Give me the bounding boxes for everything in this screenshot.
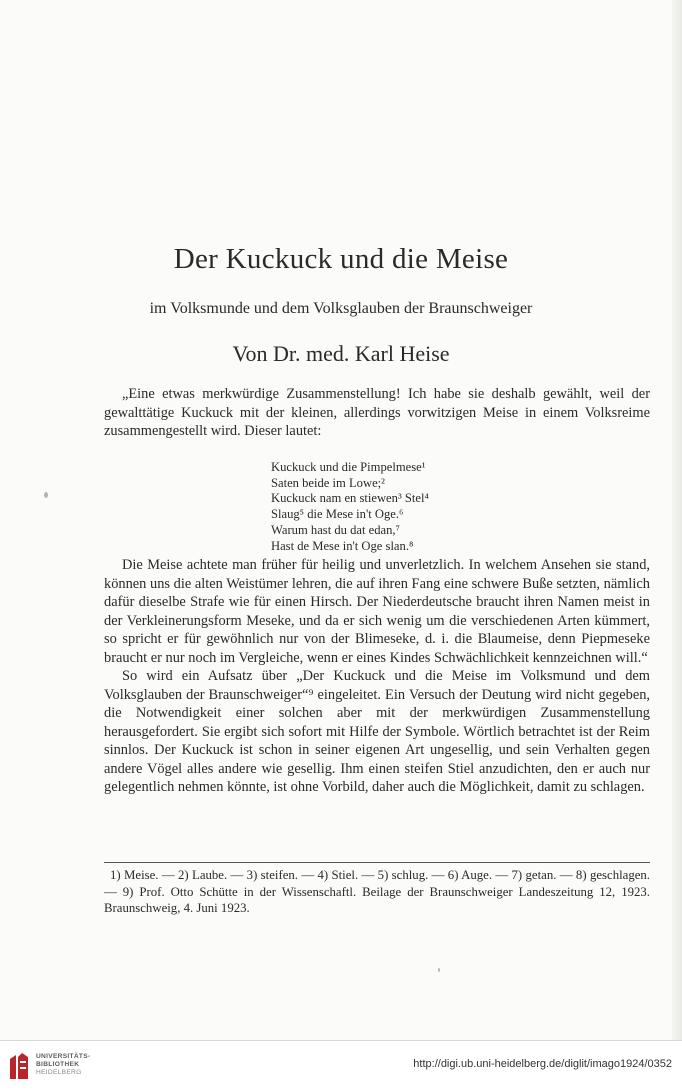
page-edge-shadow bbox=[672, 0, 682, 1040]
footnote-rule bbox=[104, 862, 650, 863]
verse-line: Slaug⁵ die Mese in't Oge.⁶ bbox=[271, 507, 404, 522]
article-author: Von Dr. med. Karl Heise bbox=[232, 341, 450, 366]
verse-line: Warum hast du dat edan,⁷ bbox=[271, 522, 400, 537]
footnote-text: 1) Meise. — 2) Laube. — 3) steifen. — 4) Stiel. — 5) schlug. — 6) Auge. — 7) getan. — 8) geschlagen. — 9) Prof. Otto Schütte in der Wissenschaftl. Beilage der Braunschweiger Landeszeitung 12, 1923. Braunschweig, 4. Juni 1923. bbox=[104, 868, 650, 915]
permalink-url[interactable]: http://digi.ub.uni-heidelberg.de/diglit/imago1924/0352 bbox=[413, 1058, 672, 1070]
folk-rhyme bbox=[271, 460, 429, 554]
library-name-line2: BIBLIOTHEK bbox=[36, 1061, 80, 1068]
library-name-line1: UNIVERSITÄTS- bbox=[36, 1053, 91, 1060]
paper-speck bbox=[44, 492, 48, 498]
verse-line: Kuckuck nam en stiewen³ Stel⁴ bbox=[271, 491, 429, 506]
body-paragraph-2: So wird ein Aufsatz über „Der Kuckuck und die Meise im Volksmund und dem Volksglauben der Braunschweiger“⁹ eingeleitet. Ein Versuch der Deutung wird nicht gegeben, die Notwendigkeit einer solchen aber mit der merkwürdigen Zusammenstellung herausgefordert. Sie ergibt sich sofort mit Hilfe der Symbole. Wörtlich betrachtet ist der Reim sinnlos. Der Kuckuck ist schon in seiner eigenen Art ungesellig, und sein Verhalten gegen andere Vögel alles andere wie gesellig. Ihm einen steifen Stiel anzudichten, den er auch nur gelegentlich nehmen könnte, ist ohne Vorbild, daher auch die Möglichkeit, damit zu schlagen. bbox=[104, 668, 650, 795]
verse-line: Hast de Mese in't Oge slan.⁸ bbox=[271, 538, 414, 553]
intro-text: „Eine etwas merkwürdige Zusammenstellung! Ich habe sie deshalb gewählt, weil der gewalttätige Kuckuck mit der kleinen, allerdings vorwitzigen Meise in einem Volksreime zusammengestellt wird. Dieser lautet: bbox=[104, 386, 650, 439]
paper-speck bbox=[438, 968, 440, 972]
body-text bbox=[104, 556, 650, 797]
library-name bbox=[36, 1053, 90, 1077]
article-subtitle: im Volksmunde und dem Volksglauben der Braunschweiger bbox=[149, 300, 533, 317]
verse-line: Saten beide im Lowe;² bbox=[271, 475, 385, 490]
article-title: Der Kuckuck und die Meise bbox=[173, 243, 509, 275]
footnotes bbox=[104, 867, 650, 917]
verse-line: Kuckuck und die Pimpelmese¹ bbox=[271, 460, 426, 474]
intro-paragraph bbox=[104, 385, 650, 441]
library-name-line3: HEIDELBERG bbox=[36, 1069, 82, 1076]
university-library-logo-icon bbox=[8, 1051, 30, 1081]
body-paragraph-1: Die Meise achtete man früher für heilig und unverletzlich. In welchem Ansehen sie stand, können uns die alten Weistümer lehren, die auf ihren Fang eine schwere Buße setzten, nämlich dafür dieselbe Strafe wie für einen Hirsch. Der Niederdeutsche braucht ihren Namen meist in der Verkleinerungsform Meseke, und da er sich wenig um die verschiedenen Arten kümmert, so spricht er für gewöhnlich nur von der Blimeseke, d. i. die Blaumeise, denn Piepmeseke braucht er nur noch im Vergleiche, wenn er eines Kindes Schwächlichkeit kennzeichnen will.“ bbox=[104, 557, 650, 666]
viewer-footer bbox=[0, 1040, 682, 1092]
